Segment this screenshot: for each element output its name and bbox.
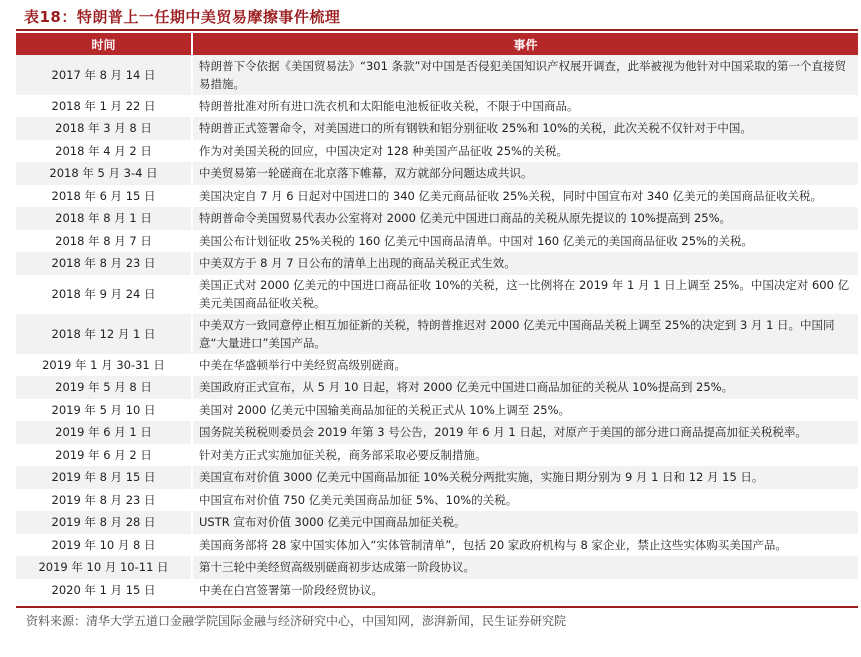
event-date: 2018 年 1 月 22 日 xyxy=(16,95,192,118)
event-description: 针对美方正式实施加征关税，商务部采取必要反制措施。 xyxy=(192,444,858,467)
header-row xyxy=(16,33,858,55)
table-row xyxy=(16,252,858,275)
table-row xyxy=(16,556,858,579)
event-description: USTR 宣布对价值 3000 亿美元中国商品加征关税。 xyxy=(192,511,858,534)
event-description: 特朗普正式签署命令，对美国进口的所有钢铁和铝分别征收 25%和 10%的关税，此次关税不仅针对于中国。 xyxy=(192,117,858,140)
source-note: 资料来源：清华大学五道口金融学院国际金融与经济研究中心，中国知网，澎湃新闻，民生证券研究院 xyxy=(26,614,567,628)
event-description: 特朗普批准对所有进口洗衣机和太阳能电池板征收关税，不限于中国商品。 xyxy=(192,95,858,118)
table-row xyxy=(16,230,858,253)
event-description: 作为对美国关税的回应，中国决定对 128 种美国产品征收 25%的关税。 xyxy=(192,140,858,163)
event-description: 中美双方于 8 月 7 日公布的清单上出现的商品关税正式生效。 xyxy=(192,252,858,275)
event-date: 2018 年 4 月 2 日 xyxy=(16,140,192,163)
table-row xyxy=(16,140,858,163)
table-row xyxy=(16,489,858,512)
event-description: 中国宣布对价值 750 亿美元美国商品加征 5%、10%的关税。 xyxy=(192,489,858,512)
event-date: 2019 年 8 月 15 日 xyxy=(16,466,192,489)
event-date: 2019 年 5 月 8 日 xyxy=(16,376,192,399)
event-date: 2018 年 5 月 3-4 日 xyxy=(16,162,192,185)
bottom-rule xyxy=(16,606,858,608)
event-description: 美国商务部将 28 家中国实体加入“实体管制清单”，包括 20 家政府机构与 8 家企业，禁止这些实体购买美国产品。 xyxy=(192,534,858,557)
event-description: 特朗普下令依据《美国贸易法》“301 条款”对中国是否侵犯美国知识产权展开调查，此举被视为他针对中国采取的第一个直接贸易措施。 xyxy=(192,55,858,95)
table-row xyxy=(16,117,858,140)
event-description: 第十三轮中美经贸高级别磋商初步达成第一阶段协议。 xyxy=(192,556,858,579)
event-description: 中美在白宫签署第一阶段经贸协议。 xyxy=(192,579,858,602)
event-description: 美国对 2000 亿美元中国输美商品加征的关税正式从 10%上调至 25%。 xyxy=(192,399,858,422)
event-description: 美国正式对 2000 亿美元的中国进口商品征收 10%的关税，这一比例将在 2019 年 1 月 1 日上调至 25%。中国决定对 600 亿美元美国商品征收关税。 xyxy=(192,275,858,315)
event-description: 美国宣布对价值 3000 亿美元中国商品加征 10%关税分两批实施，实施日期分别为 9 月 1 日和 12 月 15 日。 xyxy=(192,466,858,489)
event-date: 2017 年 8 月 14 日 xyxy=(16,55,192,95)
event-date: 2019 年 5 月 10 日 xyxy=(16,399,192,422)
table-title: 表18：特朗普上一任期中美贸易摩擦事件梳理 xyxy=(24,8,341,26)
table-row xyxy=(16,421,858,444)
title-rule xyxy=(16,29,858,31)
event-date: 2018 年 6 月 15 日 xyxy=(16,185,192,208)
date-column-header: 时间 xyxy=(16,33,192,55)
event-date: 2018 年 8 月 1 日 xyxy=(16,207,192,230)
event-description: 中美贸易第一轮磋商在北京落下帷幕，双方就部分问题达成共识。 xyxy=(192,162,858,185)
event-date: 2018 年 12 月 1 日 xyxy=(16,314,192,354)
table-row xyxy=(16,579,858,602)
event-date: 2018 年 3 月 8 日 xyxy=(16,117,192,140)
event-date: 2019 年 6 月 2 日 xyxy=(16,444,192,467)
event-date: 2019 年 8 月 28 日 xyxy=(16,511,192,534)
table-row xyxy=(16,511,858,534)
table-row xyxy=(16,185,858,208)
event-date: 2019 年 6 月 1 日 xyxy=(16,421,192,444)
table-row xyxy=(16,376,858,399)
table-row xyxy=(16,95,858,118)
table-row xyxy=(16,534,858,557)
event-description: 国务院关税税则委员会 2019 年第 3 号公告，2019 年 6 月 1 日起，对原产于美国的部分进口商品提高加征关税税率。 xyxy=(192,421,858,444)
table-row xyxy=(16,444,858,467)
event-description: 美国政府正式宣布，从 5 月 10 日起，将对 2000 亿美元中国进口商品加征的关税从 10%提高到 25%。 xyxy=(192,376,858,399)
event-date: 2020 年 1 月 15 日 xyxy=(16,579,192,602)
event-date: 2018 年 9 月 24 日 xyxy=(16,275,192,315)
table-row xyxy=(16,162,858,185)
event-date: 2019 年 10 月 10-11 日 xyxy=(16,556,192,579)
table-row xyxy=(16,55,858,95)
events-table xyxy=(16,33,858,601)
event-description: 美国公布计划征收 25%关税的 160 亿美元中国商品清单。中国对 160 亿美元的美国商品征收 25%的关税。 xyxy=(192,230,858,253)
table-row xyxy=(16,314,858,354)
event-date: 2018 年 8 月 7 日 xyxy=(16,230,192,253)
event-date: 2019 年 10 月 8 日 xyxy=(16,534,192,557)
table-row xyxy=(16,466,858,489)
table-row xyxy=(16,207,858,230)
event-description: 美国决定自 7 月 6 日起对中国进口的 340 亿美元商品征收 25%关税，同时中国宣布对 340 亿美元的美国商品征收关税。 xyxy=(192,185,858,208)
event-date: 2019 年 8 月 23 日 xyxy=(16,489,192,512)
event-column-header: 事件 xyxy=(192,33,858,55)
table-row xyxy=(16,275,858,315)
event-description: 中美双方一致同意停止相互加征新的关税，特朗普推迟对 2000 亿美元中国商品关税上调至 25%的决定到 3 月 1 日。中国同意“大量进口”美国产品。 xyxy=(192,314,858,354)
event-description: 特朗普命令美国贸易代表办公室将对 2000 亿美元中国进口商品的关税从原先提议的 10%提高到 25%。 xyxy=(192,207,858,230)
table-body xyxy=(16,55,858,601)
event-description: 中美在华盛顿举行中美经贸高级别磋商。 xyxy=(192,354,858,377)
table-row xyxy=(16,354,858,377)
table-row xyxy=(16,399,858,422)
event-date: 2019 年 1 月 30-31 日 xyxy=(16,354,192,377)
event-date: 2018 年 8 月 23 日 xyxy=(16,252,192,275)
